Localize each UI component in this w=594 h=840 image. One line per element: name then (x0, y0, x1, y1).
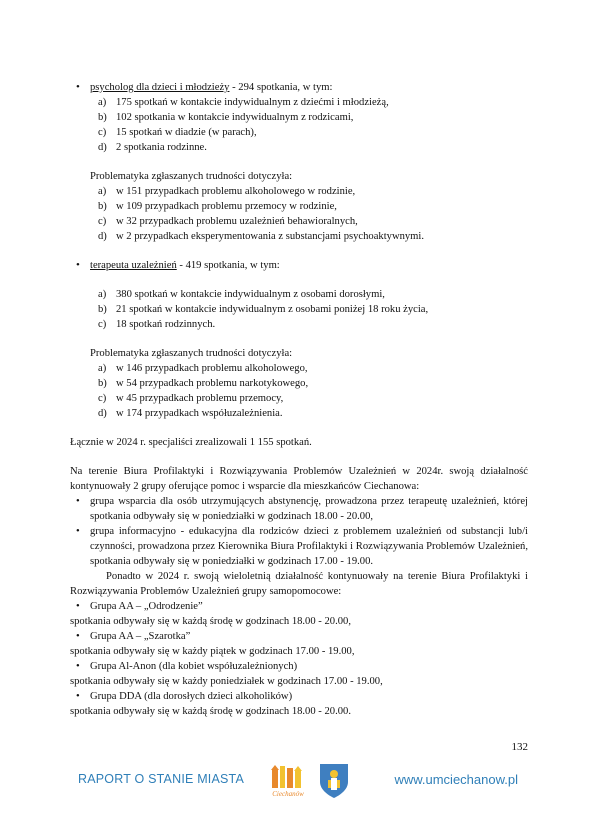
selfhelp-list (70, 689, 528, 704)
list-text: 2 spotkania rodzinne. (116, 142, 207, 153)
list-text: 380 spotkań w kontakcie indywidualnym z osobami dorosłymi, (116, 289, 385, 300)
list-item (70, 125, 528, 140)
city-logo-icon (266, 762, 310, 798)
selfhelp-group-name: • Grupa AA – „Szarotka” (70, 629, 528, 644)
list-letter: b) (98, 201, 107, 212)
page-number: 132 (511, 741, 528, 753)
list-letter: b) (98, 378, 107, 389)
list-letter: a) (98, 186, 107, 197)
selfhelp-group-name: • Grupa DDA (dla dorosłych dzieci alkoholików) (70, 689, 528, 704)
list-item (70, 214, 528, 229)
list-text: 15 spotkań w diadzie (w parach), (116, 127, 257, 138)
list-item (70, 361, 528, 376)
problem2-heading: Problematyka zgłaszanych trudności dotyczyła: (90, 348, 293, 359)
list-letter: a) (98, 97, 107, 108)
list-letter: d) (98, 142, 107, 153)
list-text: 175 spotkań w kontakcie indywidualnym z dziećmi i młodzieżą, (116, 97, 389, 108)
list-item (70, 391, 528, 406)
terapeuta-list (70, 287, 528, 332)
groups-intro: Na terenie Biura Profilaktyki i Rozwiązywania Problemów Uzależnień w 2024r. swoją działalność kontynuowały 2 grupy oferujące pomoc i wsparcie dla mieszkańców Ciechanowa: (70, 466, 528, 492)
list-item (70, 376, 528, 391)
list-letter: c) (98, 127, 107, 138)
list-text: 21 spotkań w kontakcie indywidualnym z osobami poniżej 18 roku życia, (116, 304, 429, 315)
list-letter: a) (98, 289, 107, 300)
terapeuta-label: terapeuta uzależnień (90, 260, 177, 271)
list-text: w 54 przypadkach problemu narkotykowego, (116, 378, 309, 389)
selfhelp-list (70, 599, 528, 614)
footer-website-link[interactable]: www.umciechanow.pl (394, 772, 518, 787)
list-item (70, 110, 528, 125)
selfhelp-intro: Ponadto w 2024 r. swoją wieloletnią działalność kontynuowały na terenie Biura Profilaktyki i Rozwiązywania Problemów Uzależnień grupy samopomocowe: (70, 571, 528, 597)
problem1-list (70, 184, 528, 244)
list-item (70, 140, 528, 155)
logo-text: Ciechanów (272, 790, 304, 798)
city-crest-icon (318, 762, 350, 800)
groups-list (70, 494, 528, 569)
list-text: w 146 przypadkach problemu alkoholowego, (116, 363, 308, 374)
footer-report-title: RAPORT O STANIE MIASTA (78, 772, 245, 786)
list-item (70, 317, 528, 332)
list-text: w 174 przypadkach współuzależnienia. (116, 408, 283, 419)
page-content (70, 80, 528, 719)
problem2-list (70, 361, 528, 421)
list-item (70, 184, 528, 199)
list-letter: d) (98, 408, 107, 419)
list-text: 18 spotkań rodzinnych. (116, 319, 216, 330)
list-letter: c) (98, 216, 107, 227)
page-footer (78, 762, 518, 802)
list-item (70, 95, 528, 110)
selfhelp-list (70, 629, 528, 644)
selfhelp-schedule: spotkania odbywały się w każdy poniedziałek w godzinach 17.00 - 19.00, (70, 676, 383, 687)
list-text: w 45 przypadkach problemu przemocy, (116, 393, 284, 404)
list-text: w 151 przypadkach problemu alkoholowego w rodzinie, (116, 186, 356, 197)
list-letter: d) (98, 231, 107, 242)
selfhelp-schedule: spotkania odbywały się w każdy piątek w godzinach 17.00 - 19.00, (70, 646, 355, 657)
list-item (70, 287, 528, 302)
psycholog-bullet (70, 80, 528, 95)
list-letter: c) (98, 319, 107, 330)
terapeuta-count: - 419 spotkania, w tym: (176, 260, 280, 271)
list-letter: a) (98, 363, 107, 374)
psycholog-label: psycholog dla dzieci i młodzieży (90, 82, 230, 93)
list-item (70, 229, 528, 244)
list-item (70, 199, 528, 214)
list-letter: b) (98, 112, 107, 123)
list-letter: b) (98, 304, 107, 315)
list-letter: c) (98, 393, 107, 404)
list-text: 102 spotkania w kontakcie indywidualnym z rodzicami, (116, 112, 354, 123)
selfhelp-schedule: spotkania odbywały się w każdą środę w godzinach 18.00 - 20.00. (70, 706, 351, 717)
list-text: w 109 przypadkach problemu przemocy w rodzinie, (116, 201, 337, 212)
selfhelp-group-name: • Grupa Al-Anon (dla kobiet współuzależnionych) (70, 659, 528, 674)
psycholog-count: - 294 spotkania, w tym: (229, 82, 333, 93)
selfhelp-schedule: spotkania odbywały się w każdą środę w godzinach 18.00 - 20.00, (70, 616, 351, 627)
list-text: w 2 przypadkach eksperymentowania z substancjami psychoaktywnymi. (116, 231, 425, 242)
list-item: • grupa wsparcia dla osób utrzymujących abstynencję, prowadzona przez terapeutę uzależnień, której spotkania odbywały się w poniedziałki w godzinach 18.00 - 20.00, (70, 494, 528, 524)
list-item: • grupa informacyjno - edukacyjna dla rodziców dzieci z problemem uzależnień od substancji lub/i czynności, prowadzona przez Kierownika Biura Profilaktyki i Rozwiązywania Problemów Uzależnień, spotkania odbywały się w poniedziałki w godzinach 17.00 - 19.00. (70, 524, 528, 569)
selfhelp-group-name: • Grupa AA – „Odrodzenie” (70, 599, 528, 614)
terapeuta-bullet (70, 258, 528, 273)
problem1-heading: Problematyka zgłaszanych trudności dotyczyła: (90, 171, 293, 182)
selfhelp-list (70, 659, 528, 674)
list-item (70, 406, 528, 421)
list-text: w 32 przypadkach problemu uzależnień behawioralnych, (116, 216, 358, 227)
psycholog-list (70, 95, 528, 155)
list-item (70, 302, 528, 317)
total-summary: Łącznie w 2024 r. specjaliści zrealizowali 1 155 spotkań. (70, 437, 312, 448)
